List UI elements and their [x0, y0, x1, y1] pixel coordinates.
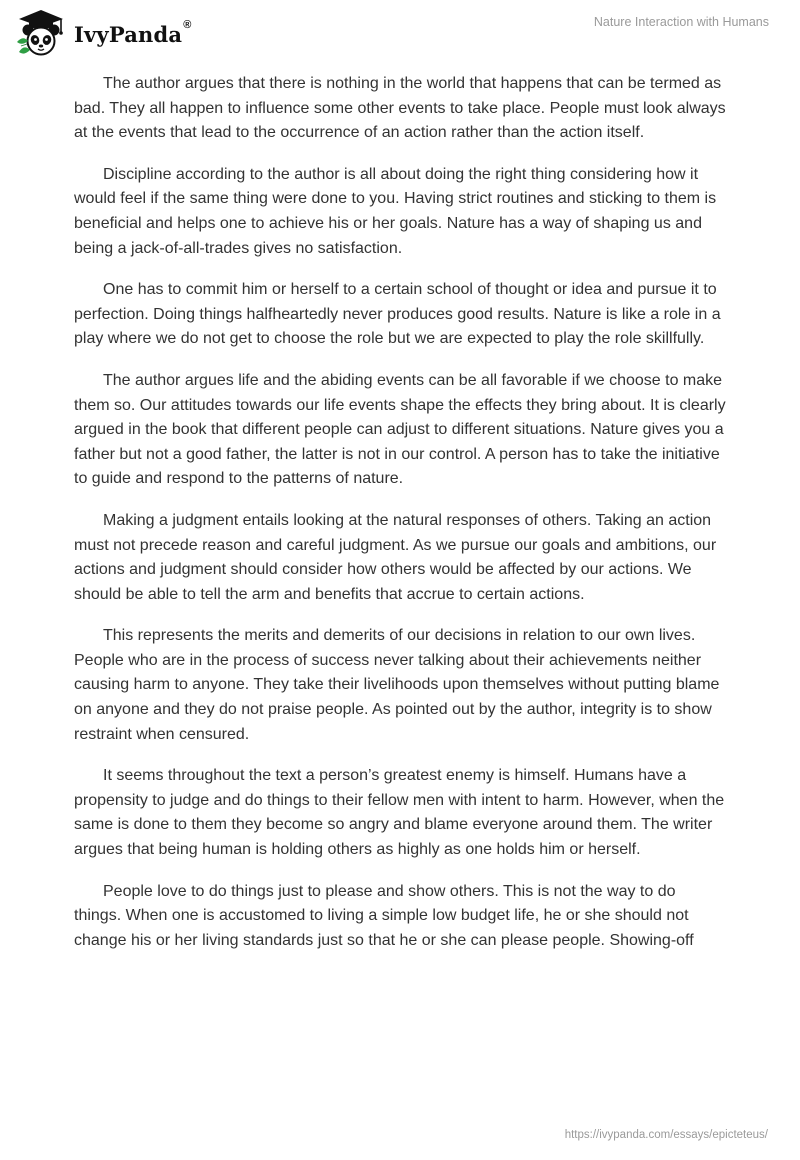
- panda-graduate-icon: [14, 8, 68, 58]
- brand-name: [74, 18, 192, 47]
- paragraph: Making a judgment entails looking at the natural responses of others. Taking an action must not precede reason and careful judgment. As we pursue our goals and ambitions, our actions and judgment should consider how others would be affected by our actions. We should be able to tell the arm and benefits that accrue to certain actions.: [74, 511, 717, 603]
- registered-mark: ®: [183, 18, 192, 31]
- paragraph: People love to do things just to please and show others. This is not the way to do things. When one is accustomed to living a simple low budget life, he or she should not change his or her living standards just so that he or she can please people. Showing-off: [74, 882, 694, 949]
- source-url[interactable]: https://ivypanda.com/essays/epicteteus/: [564, 1129, 768, 1141]
- document-title: Nature Interaction with Humans: [593, 15, 769, 29]
- brand-name-text: IvyPanda: [74, 21, 183, 47]
- paragraph: It seems throughout the text a person’s greatest enemy is himself. Humans have a propensity to judge and do things to their fellow men with intent to harm. However, when the same is done to them they become so angry and blame everyone around them. The writer argues that being human is holding others as highly as one holds him or herself.: [74, 767, 725, 859]
- paragraph: One has to commit him or herself to a certain school of thought or idea and pursue it to perfection. Doing things halfheartedly never produces good results. Nature is like a role in a play where we do not get to choose the role but we are expected to play the role skillfully.: [74, 281, 721, 348]
- paragraph: This represents the merits and demerits of our decisions in relation to our own lives. People who are in the process of success never talking about their achievements neither causing harm to anyone. They take their livelihoods upon themselves without putting blame on anyone and they do not praise people. As pointed out by the author, integrity is to show restraint when censured.: [74, 627, 720, 743]
- page-header: [0, 0, 800, 70]
- paragraph: The author argues life and the abiding events can be all favorable if we choose to make them so. Our attitudes towards our life events shape the effects they bring about. It is clearly argued in the book that different people can adjust to different situations. Nature gives you a father but not a good father, the latter is not in our control. A person has to take the initiative to guide and respond to the patterns of nature.: [74, 371, 726, 488]
- essay-body: [74, 72, 726, 970]
- ivypanda-logo[interactable]: [14, 8, 192, 58]
- paragraph: Discipline according to the author is all about doing the right thing considering how it would feel if the same thing were done to you. Having strict routines and sticking to them is beneficial and helps one to achieve his or her goals. Nature has a way of shaping us and being a jack-of-all-trades gives no satisfaction.: [74, 165, 717, 257]
- paragraph: The author argues that there is nothing in the world that happens that can be termed as bad. They all happen to influence some other events to take place. People must look always at the events that lead to the occurrence of an action rather than the action itself.: [74, 75, 726, 142]
